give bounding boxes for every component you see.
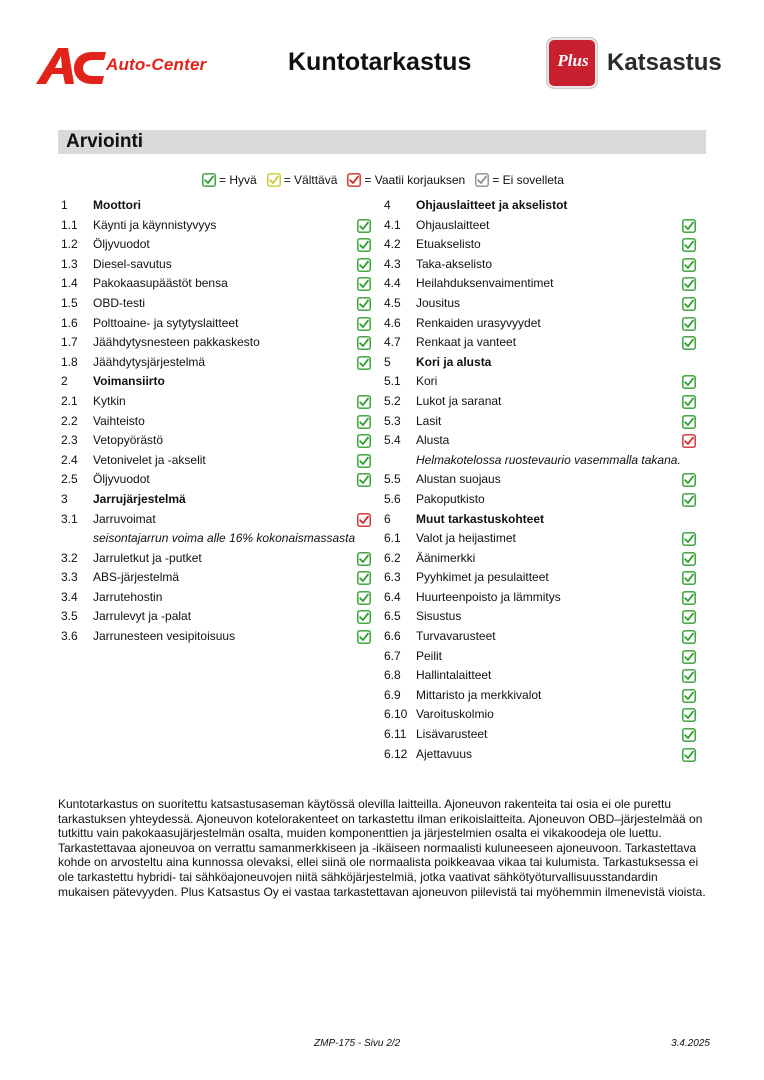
item-number: 1.7 bbox=[61, 335, 78, 350]
status-checkbox bbox=[682, 258, 696, 272]
status-checkbox bbox=[357, 552, 371, 566]
status-checkbox bbox=[682, 650, 696, 664]
status-checkbox bbox=[682, 689, 696, 703]
plus-badge bbox=[547, 38, 597, 88]
item-label: Huurteenpoisto ja lämmitys bbox=[416, 589, 561, 604]
inspection-item-row bbox=[381, 666, 701, 686]
item-number: 1 bbox=[61, 198, 68, 212]
status-checkbox bbox=[357, 238, 371, 252]
item-number: 2.5 bbox=[61, 472, 78, 487]
inspection-item-row bbox=[381, 705, 701, 725]
inspection-item-row bbox=[381, 274, 701, 294]
inspection-item-row bbox=[381, 627, 701, 647]
status-checkbox bbox=[682, 297, 696, 311]
inspection-item-row bbox=[58, 392, 378, 412]
status-checkbox bbox=[357, 395, 371, 409]
item-number: 1.2 bbox=[61, 237, 78, 252]
item-label: Varoituskolmio bbox=[416, 707, 494, 722]
status-checkbox bbox=[682, 219, 696, 233]
item-number: 3.5 bbox=[61, 609, 78, 624]
legend-item-na bbox=[475, 173, 564, 187]
inspection-item-row bbox=[381, 725, 701, 745]
inspection-item-row bbox=[58, 549, 378, 569]
checkbox-good-icon bbox=[682, 297, 696, 311]
checkbox-repair-icon bbox=[347, 173, 361, 187]
status-checkbox bbox=[357, 571, 371, 585]
item-note: seisontajarrun voima alle 16% kokonaismassasta bbox=[93, 531, 356, 546]
katsastus-logo-text: Katsastus bbox=[607, 49, 722, 76]
item-number: 6.2 bbox=[384, 550, 401, 565]
item-number: 2 bbox=[61, 374, 68, 389]
item-number: 6.4 bbox=[384, 589, 401, 604]
status-checkbox bbox=[682, 434, 696, 448]
inspection-item-row bbox=[58, 607, 378, 627]
item-number: 1.4 bbox=[61, 276, 78, 291]
inspection-item-row bbox=[381, 647, 701, 667]
status-checkbox bbox=[682, 277, 696, 291]
item-label: ABS-järjestelmä bbox=[93, 570, 180, 585]
checkbox-good-icon bbox=[357, 552, 371, 566]
item-number: 4.5 bbox=[384, 295, 401, 310]
inspection-item-row bbox=[381, 235, 701, 255]
item-label: Turvavarusteet bbox=[416, 629, 496, 644]
item-number: 1.8 bbox=[61, 354, 78, 369]
inspection-item-row bbox=[58, 353, 378, 373]
checkbox-good-icon bbox=[682, 650, 696, 664]
inspection-item-row bbox=[381, 372, 701, 392]
checkbox-good-icon bbox=[357, 238, 371, 252]
inspection-item-row bbox=[58, 627, 378, 647]
item-number: 4.3 bbox=[384, 256, 401, 271]
inspection-item-row bbox=[381, 470, 701, 490]
item-number: 6.10 bbox=[384, 707, 408, 722]
item-number: 4.6 bbox=[384, 315, 401, 330]
section-header bbox=[58, 130, 706, 154]
inspection-column-left bbox=[58, 196, 378, 647]
status-checkbox bbox=[357, 297, 371, 311]
item-label: Jarrunesteen vesipitoisuus bbox=[93, 629, 236, 644]
item-number: 2.3 bbox=[61, 433, 78, 448]
checkbox-good-icon bbox=[682, 493, 696, 507]
inspection-item-row bbox=[381, 216, 701, 236]
checkbox-good-icon bbox=[682, 669, 696, 683]
item-label: Pakokaasupäästöt bensa bbox=[93, 276, 228, 291]
item-label: Vaihteisto bbox=[93, 413, 145, 428]
inspection-item-row bbox=[381, 745, 701, 765]
item-label: Peilit bbox=[416, 648, 443, 663]
checkbox-good-icon bbox=[357, 415, 371, 429]
item-number: 1.6 bbox=[61, 315, 78, 330]
checkbox-good-icon bbox=[682, 219, 696, 233]
note-row bbox=[381, 451, 701, 471]
disclaimer-text: Kuntotarkastus on suoritettu katsastusaseman käytössä olevilla laitteilla. Ajoneuvon rakenteita tai osia ei ole purettu tarkastuksen yhteydessä. Ajoneuvon kotelorakenteet on tarkastettu ilman erikoislaitteita. Ajoneuvon OBD–järjestelmää on tutkittu vain pakokaasujärjestelmän osalta, muiden komponenttien ja järjestelmien osalta ei vikakoodeja ole luettu. Tarkastettavaa ajoneuvoa on verrattu samanmerkkiseen ja -ikäiseen normaalisti kuluneeseen ajoneuvoon. Tarkastettava kohde on arvosteltu aina kunnossa olevaksi, ellei siinä ole normaalista poikkeavaa vikaa tai kulumista. Tarkastuksessa ei ole tarkastettu hybridi- tai sähköajoneuvojen niitä sähköjärjestelmiä, jotka vaativat sähkötyöturvallisuusstandardin mukaisen pätevyyden. Plus Katsastus Oy ei vastaa tarkastettavan ajoneuvon piilevistä tai myöhemmin ilmenevistä vioista. bbox=[58, 797, 706, 899]
checkbox-good-icon bbox=[682, 708, 696, 722]
ac-logo-text: Auto-Center bbox=[106, 55, 207, 74]
legend-item-repair bbox=[347, 173, 465, 187]
inspection-item-row bbox=[58, 451, 378, 471]
item-label: Jäähdytysnesteen pakkaskesto bbox=[93, 335, 260, 350]
item-number: 5.2 bbox=[384, 393, 401, 408]
legend-label: = Välttävä bbox=[283, 173, 338, 187]
item-label: Jousitus bbox=[416, 295, 461, 310]
checkbox-repair-icon bbox=[357, 513, 371, 527]
document-title: Kuntotarkastus bbox=[288, 48, 472, 76]
checkbox-good-icon bbox=[682, 748, 696, 762]
status-checkbox bbox=[682, 532, 696, 546]
checkbox-good-icon bbox=[682, 552, 696, 566]
inspection-item-row bbox=[58, 235, 378, 255]
checkbox-good-icon bbox=[682, 258, 696, 272]
checkbox-good-icon bbox=[682, 375, 696, 389]
status-checkbox bbox=[357, 336, 371, 350]
status-checkbox bbox=[682, 415, 696, 429]
item-number: 3 bbox=[61, 491, 68, 506]
item-label: Jarruletkut ja -putket bbox=[93, 550, 202, 565]
item-label: Jarrutehostin bbox=[93, 589, 163, 604]
checkbox-good-icon bbox=[357, 336, 371, 350]
status-checkbox bbox=[682, 375, 696, 389]
item-label: Heilahduksenvaimentimet bbox=[416, 276, 554, 291]
checkbox-good-icon bbox=[357, 571, 371, 585]
checkbox-good-icon bbox=[357, 356, 371, 370]
item-label: Lukot ja saranat bbox=[416, 393, 502, 408]
status-checkbox bbox=[682, 238, 696, 252]
item-number: 1.5 bbox=[61, 295, 78, 310]
item-label: Diesel-savutus bbox=[93, 256, 172, 271]
inspection-item-row bbox=[381, 490, 701, 510]
checkbox-good-icon bbox=[682, 395, 696, 409]
inspection-item-row bbox=[58, 294, 378, 314]
item-number: 4.7 bbox=[384, 335, 401, 350]
item-label: Jarrulevyt ja -palat bbox=[93, 609, 192, 624]
inspection-item-row bbox=[58, 333, 378, 353]
status-legend bbox=[202, 171, 574, 189]
item-label: Ajettavuus bbox=[416, 746, 473, 761]
item-label: Renkaiden urasyvyydet bbox=[416, 315, 541, 330]
item-number: 6.6 bbox=[384, 629, 401, 644]
inspection-item-row bbox=[58, 470, 378, 490]
item-label: Kytkin bbox=[93, 393, 126, 408]
ac-logo-mark-icon bbox=[36, 44, 108, 88]
item-number: 6.12 bbox=[384, 746, 408, 761]
item-number: 3.3 bbox=[61, 570, 78, 585]
checkbox-good-icon bbox=[682, 630, 696, 644]
inspection-item-row bbox=[58, 568, 378, 588]
category-row bbox=[381, 510, 701, 530]
inspection-item-row bbox=[58, 412, 378, 432]
item-label: Polttoaine- ja sytytyslaitteet bbox=[93, 315, 239, 330]
inspection-item-row bbox=[58, 588, 378, 608]
item-label: Taka-akselisto bbox=[416, 256, 493, 271]
inspection-item-row bbox=[381, 255, 701, 275]
status-checkbox bbox=[682, 591, 696, 605]
item-number: 3.4 bbox=[61, 589, 78, 604]
checkbox-good-icon bbox=[682, 238, 696, 252]
status-checkbox bbox=[682, 708, 696, 722]
inspection-item-row bbox=[381, 588, 701, 608]
item-label: Valot ja heijastimet bbox=[416, 531, 516, 546]
item-number: 5.6 bbox=[384, 491, 401, 506]
status-checkbox bbox=[357, 454, 371, 468]
status-checkbox bbox=[357, 415, 371, 429]
checkbox-good-icon bbox=[357, 395, 371, 409]
checkbox-good-icon bbox=[357, 277, 371, 291]
item-note: Helmakotelossa ruostevaurio vasemmalla takana. bbox=[416, 452, 681, 467]
auto-center-logo bbox=[36, 44, 226, 88]
status-checkbox bbox=[357, 473, 371, 487]
status-checkbox bbox=[682, 728, 696, 742]
item-label: Vetopyörästö bbox=[93, 433, 164, 448]
item-label: Pyyhkimet ja pesulaitteet bbox=[416, 570, 549, 585]
status-checkbox bbox=[357, 630, 371, 644]
checkbox-good-icon bbox=[682, 532, 696, 546]
checkbox-good-icon bbox=[682, 415, 696, 429]
inspection-item-row bbox=[381, 314, 701, 334]
checkbox-good-icon bbox=[202, 173, 216, 187]
item-label: Alustan suojaus bbox=[416, 472, 501, 487]
item-number: 1.3 bbox=[61, 256, 78, 271]
item-label: Jäähdytysjärjestelmä bbox=[93, 354, 206, 369]
status-checkbox bbox=[357, 258, 371, 272]
item-number: 6.7 bbox=[384, 648, 401, 663]
inspection-item-row bbox=[58, 314, 378, 334]
status-checkbox bbox=[357, 219, 371, 233]
checkbox-good-icon bbox=[357, 454, 371, 468]
status-checkbox bbox=[682, 336, 696, 350]
status-checkbox bbox=[682, 610, 696, 624]
inspection-item-row bbox=[58, 510, 378, 530]
checkbox-good-icon bbox=[682, 610, 696, 624]
checkbox-good-icon bbox=[357, 297, 371, 311]
legend-label: = Hyvä bbox=[219, 173, 257, 187]
legend-item-fair bbox=[267, 173, 338, 187]
status-checkbox bbox=[357, 277, 371, 291]
inspection-item-row bbox=[381, 392, 701, 412]
status-checkbox bbox=[357, 317, 371, 331]
status-checkbox bbox=[682, 669, 696, 683]
item-number: 6 bbox=[384, 511, 391, 526]
status-checkbox bbox=[357, 610, 371, 624]
plus-katsastus-logo bbox=[547, 38, 732, 90]
item-label: Käynti ja käynnistyvyys bbox=[93, 217, 217, 232]
checkbox-good-icon bbox=[682, 571, 696, 585]
checkbox-fair-icon bbox=[267, 173, 281, 187]
item-number: 2.2 bbox=[61, 413, 78, 428]
item-label: Vetonivelet ja -akselit bbox=[93, 452, 206, 467]
inspection-item-row bbox=[381, 333, 701, 353]
status-checkbox bbox=[357, 591, 371, 605]
checkbox-good-icon bbox=[682, 689, 696, 703]
item-number: 6.9 bbox=[384, 687, 401, 702]
inspection-item-row bbox=[58, 255, 378, 275]
item-label: Sisustus bbox=[416, 609, 462, 624]
category-row bbox=[58, 372, 378, 392]
status-checkbox bbox=[682, 493, 696, 507]
item-label: OBD-testi bbox=[93, 295, 146, 310]
item-number: 6.3 bbox=[384, 570, 401, 585]
item-number: 5.1 bbox=[384, 374, 401, 389]
legend-item-good bbox=[202, 173, 257, 187]
status-checkbox bbox=[357, 513, 371, 527]
checkbox-good-icon bbox=[357, 219, 371, 233]
status-checkbox bbox=[682, 630, 696, 644]
checkbox-good-icon bbox=[357, 317, 371, 331]
status-checkbox bbox=[357, 356, 371, 370]
category-row bbox=[58, 196, 378, 216]
item-label: Äänimerkki bbox=[416, 550, 476, 565]
item-number: 4.1 bbox=[384, 217, 401, 232]
category-title: Jarrujärjestelmä bbox=[93, 491, 186, 506]
item-label: Kori bbox=[416, 374, 438, 389]
item-number: 1.1 bbox=[61, 217, 78, 232]
checkbox-good-icon bbox=[357, 630, 371, 644]
inspection-item-row bbox=[381, 431, 701, 451]
item-number: 3.1 bbox=[61, 511, 78, 526]
checkbox-good-icon bbox=[682, 317, 696, 331]
item-number: 5 bbox=[384, 354, 391, 369]
category-row bbox=[381, 353, 701, 373]
checkbox-good-icon bbox=[682, 277, 696, 291]
status-checkbox bbox=[682, 571, 696, 585]
category-title: Voimansiirto bbox=[93, 374, 165, 389]
footer-page-ref: ZMP-175 - Sivu 2/2 bbox=[314, 1038, 401, 1049]
inspection-column-right bbox=[381, 196, 701, 764]
inspection-item-row bbox=[58, 431, 378, 451]
inspection-item-row bbox=[381, 529, 701, 549]
category-title: Kori ja alusta bbox=[416, 354, 492, 369]
item-number: 5.4 bbox=[384, 433, 401, 448]
status-checkbox bbox=[682, 395, 696, 409]
item-number: 2.1 bbox=[61, 393, 78, 408]
checkbox-good-icon bbox=[357, 258, 371, 272]
item-label: Hallintalaitteet bbox=[416, 668, 492, 683]
item-label: Lisävarusteet bbox=[416, 727, 488, 742]
category-row bbox=[381, 196, 701, 216]
status-checkbox bbox=[682, 317, 696, 331]
item-number: 3.6 bbox=[61, 629, 78, 644]
item-number: 2.4 bbox=[61, 452, 78, 467]
section-title: Arviointi bbox=[66, 131, 144, 152]
item-number: 6.8 bbox=[384, 668, 401, 683]
item-number: 4.4 bbox=[384, 276, 401, 291]
checkbox-good-icon bbox=[682, 336, 696, 350]
inspection-item-row bbox=[381, 568, 701, 588]
item-number: 4.2 bbox=[384, 237, 401, 252]
status-checkbox bbox=[682, 473, 696, 487]
status-checkbox bbox=[682, 748, 696, 762]
item-number: 5.5 bbox=[384, 472, 401, 487]
item-label: Etuakselisto bbox=[416, 237, 481, 252]
item-number: 5.3 bbox=[384, 413, 401, 428]
legend-label: = Vaatii korjauksen bbox=[364, 173, 466, 187]
checkbox-good-icon bbox=[357, 591, 371, 605]
item-label: Öljyvuodot bbox=[93, 472, 150, 487]
legend-label: = Ei sovelleta bbox=[492, 173, 564, 187]
status-checkbox bbox=[357, 434, 371, 448]
inspection-item-row bbox=[58, 274, 378, 294]
note-row bbox=[58, 529, 378, 549]
checkbox-repair-icon bbox=[682, 434, 696, 448]
checkbox-good-icon bbox=[357, 610, 371, 624]
item-number: 6.11 bbox=[384, 727, 407, 742]
checkbox-good-icon bbox=[357, 473, 371, 487]
item-label: Jarruvoimat bbox=[93, 511, 156, 526]
item-label: Lasit bbox=[416, 413, 442, 428]
item-label: Mittaristo ja merkkivalot bbox=[416, 687, 542, 702]
status-checkbox bbox=[682, 552, 696, 566]
item-label: Renkaat ja vanteet bbox=[416, 335, 517, 350]
category-row bbox=[58, 490, 378, 510]
item-number: 4 bbox=[384, 198, 391, 212]
checkbox-good-icon bbox=[682, 728, 696, 742]
item-label: Pakoputkisto bbox=[416, 491, 485, 506]
checkbox-good-icon bbox=[357, 434, 371, 448]
checkbox-good-icon bbox=[682, 473, 696, 487]
category-title: Moottori bbox=[93, 198, 141, 212]
category-title: Muut tarkastuskohteet bbox=[416, 511, 545, 526]
checkbox-good-icon bbox=[682, 591, 696, 605]
inspection-item-row bbox=[381, 294, 701, 314]
footer-date: 3.4.2025 bbox=[671, 1038, 710, 1049]
item-number: 3.2 bbox=[61, 550, 78, 565]
inspection-item-row bbox=[381, 686, 701, 706]
inspection-item-row bbox=[381, 549, 701, 569]
category-title: Ohjauslaitteet ja akselistot bbox=[416, 198, 568, 212]
checkbox-na-icon bbox=[475, 173, 489, 187]
item-label: Öljyvuodot bbox=[93, 237, 150, 252]
inspection-item-row bbox=[381, 607, 701, 627]
plus-badge-text: Plus bbox=[557, 51, 589, 70]
inspection-item-row bbox=[58, 216, 378, 236]
inspection-item-row bbox=[381, 412, 701, 432]
item-label: Ohjauslaitteet bbox=[416, 217, 490, 232]
item-number: 6.5 bbox=[384, 609, 401, 624]
item-number: 6.1 bbox=[384, 531, 401, 546]
item-label: Alusta bbox=[416, 433, 450, 448]
